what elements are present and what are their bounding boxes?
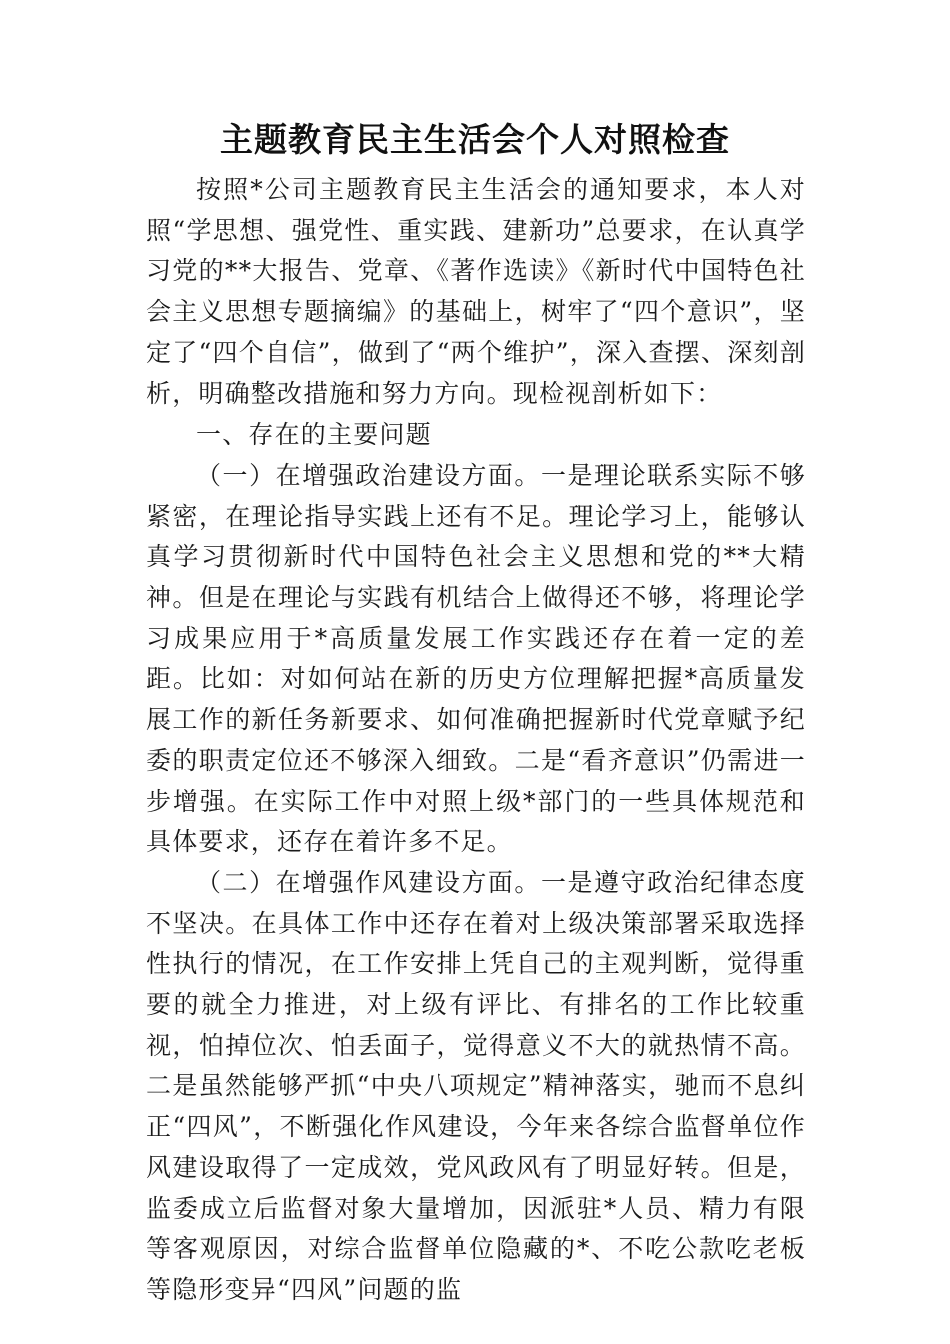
section-heading: 一、存在的主要问题 xyxy=(196,420,432,450)
document-title: 主题教育民主生活会个人对照检查 xyxy=(220,120,730,159)
document-body xyxy=(146,170,806,1311)
intro-paragraph: 按照*公司主题教育民主生活会的通知要求，本人对照“学思想、强党性、重实践、建新功”总要求，在认真学习党的**大报告、党章、《著作选读》《新时代中国特色社会主义思想专题摘编》的基础上，树牢了“四个意识”，坚定了“四个自信”，做到了“两个维护”，深入查摆、深刻剖析，明确整改措施和努力方向。现检视剖析如下： xyxy=(146,175,806,408)
work-style-paragraph: （二）在增强作风建设方面。一是遵守政治纪律态度不坚决。在具体工作中还存在着对上级决策部署采取选择性执行的情况，在工作安排上凭自己的主观判断，觉得重要的就全力推进，对上级有评比、有排名的工作比较重视，怕掉位次、怕丢面子，觉得意义不大的就热情不高。二是虽然能够严抓“中央八项规定”精神落实，驰而不息纠正“四风”，不断强化作风建设，今年来各综合监督单位作风建设取得了一定成效，党风政风有了明显好转。但是，监委成立后监督对象大量增加，因派驻*人员、精力有限等客观原因，对综合监督单位隐藏的*、不吃公款吃老板等隐形变异“四风”问题的监 xyxy=(146,867,806,1304)
political-construction-paragraph: （一）在增强政治建设方面。一是理论联系实际不够紧密，在理论指导实践上还有不足。理论学习上，能够认真学习贯彻新时代中国特色社会主义思想和党的**大精神。但是在理论与实践有机结合上做得还不够，将理论学习成果应用于*高质量发展工作实践还存在着一定的差距。比如：对如何站在新的历史方位理解把握*高质量发展工作的新任务新要求、如何准确把握新时代党章赋予纪委的职责定位还不够深入细致。二是“看齐意识”仍需进一步增强。在实际工作中对照上级*部门的一些具体规范和具体要求，还存在着许多不足。 xyxy=(146,460,806,857)
